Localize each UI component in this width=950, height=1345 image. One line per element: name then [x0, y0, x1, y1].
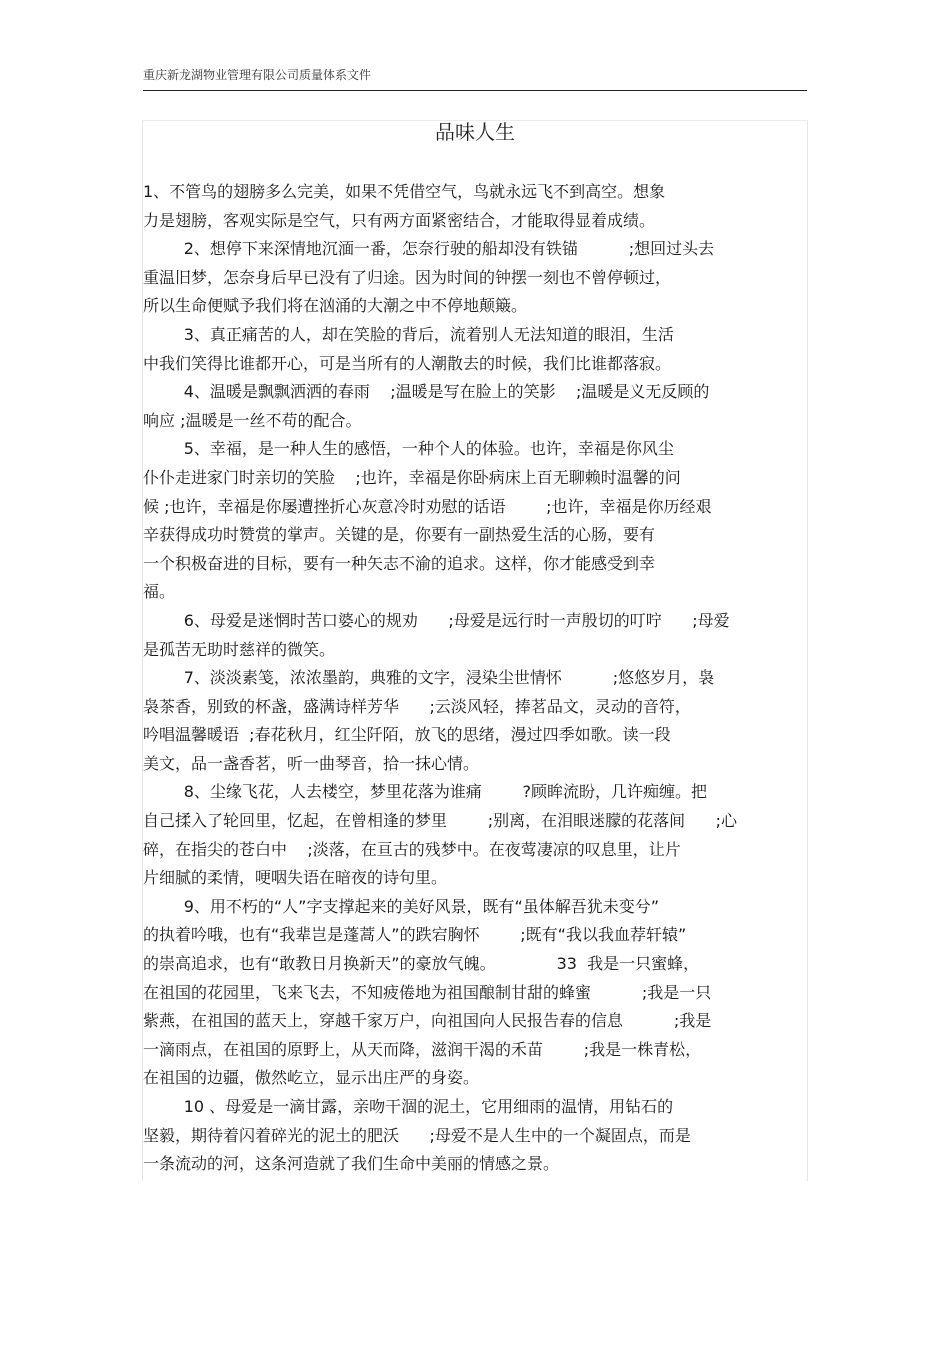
text-line: 重温旧梦，怎奈身后早已没有了归途。因为时间的钟摆一刻也不曾停顿过， — [143, 267, 672, 287]
text-line: 吟唱温馨暖语 ;春花秋月，红尘阡陌，放飞的思绪，漫过四季如歌。读一段 — [143, 725, 671, 745]
text-line: 所以生命便赋予我们将在汹涌的大潮之中不停地颠簸。 — [143, 296, 528, 316]
document-body — [143, 178, 807, 1179]
text-line: 袅茶香，别致的杯盏，盛满诗样芳华 ;云淡风轻，捧茗品文，灵动的音符， — [143, 696, 691, 716]
text-line: 紫燕，在祖国的蓝天上，穿越千家万户，向祖国向人民报告春的信息 ;我是 — [143, 1011, 712, 1031]
text-line: 中我们笑得比谁都开心，可是当所有的人潮散去的时候，我们比谁都落寂。 — [143, 353, 672, 373]
text-line: 2、想停下来深情地沉湎一番，怎奈行驶的船却没有铁锚 ;想回过头去 — [143, 239, 715, 259]
text-line: 是孤苦无助时慈祥的微笑。 — [143, 639, 336, 659]
text-line: 辛获得成功时赞赏的掌声。关键的是，你要有一副热爱生活的心肠，要有 — [143, 525, 656, 545]
page-title: 品味人生 — [435, 120, 515, 144]
text-line: 仆仆走进家门时亲切的笑脸 ;也许，幸福是你卧病床上百无聊赖时温馨的问 — [143, 467, 681, 487]
text-line: 福。 — [143, 582, 176, 602]
text-line: 美文，品一盏香茗，听一曲琴音，拾一抹心情。 — [143, 753, 480, 773]
text-line: 候 ;也许，幸福是你屡遭挫折心灰意冷时劝慰的话语 ;也许，幸福是你历经艰 — [143, 496, 712, 516]
text-line: 一条流动的河，这条河造就了我们生命中美丽的情感之景。 — [143, 1154, 560, 1174]
document-header: 重庆新龙湖物业管理有限公司质量体系文件 — [143, 68, 372, 82]
text-line: 自己揉入了轮回里，忆起，在曾相逢的梦里 ;别离，在泪眼迷朦的花落间 ;心 — [143, 811, 737, 831]
text-line: 响应 ;温暖是一丝不苟的配合。 — [143, 410, 362, 430]
text-line: 5、幸福，是一种人生的感悟，一种个人的体验。也许，幸福是你风尘 — [143, 439, 674, 459]
text-line: 片细腻的柔情，哽咽失语在暗夜的诗句里。 — [143, 868, 448, 888]
text-line: 在祖国的花园里，飞来飞去，不知疲倦地为祖国酿制甘甜的蜂蜜 ;我是一只 — [143, 982, 712, 1002]
text-line: 一个积极奋进的目标，要有一种矢志不渝的追求。这样，你才能感受到幸 — [143, 553, 656, 573]
text-line: 碎，在指尖的苍白中 ;淡落，在亘古的残梦中。在夜莺凄凉的叹息里，让片 — [143, 839, 681, 859]
text-line: 9、用不朽的“人”字支撑起来的美好风景，既有“虽体解吾犹未变兮” — [143, 896, 660, 916]
text-line: 的执着吟哦，也有“我辈岂是蓬蒿人”的跌宕胸怀 ;既有“我以我血荐轩辕” — [143, 925, 687, 945]
text-line: 10 、母爱是一滴甘露，亲吻干涸的泥土，它用细雨的温情，用钻石的 — [143, 1097, 674, 1116]
text-line: 力是翅膀，客观实际是空气，只有两方面紧密结合，才能取得显着成绩。 — [143, 210, 656, 230]
text-line: 4、温暖是飘飘洒洒的春雨 ;温暖是写在脸上的笑影 ;温暖是义无反顾的 — [143, 382, 710, 402]
text-line: 的崇高追求，也有“敢教日月换新天”的豪放气魄。 33 我是一只蜜蜂， — [143, 954, 700, 974]
text-line: 6、母爱是迷惘时苦口婆心的规劝 ;母爱是远行时一声殷切的叮咛 ;母爱 — [143, 610, 730, 630]
text-line: 一滴雨点，在祖国的原野上，从天而降，滋润干渴的禾苗 ;我是一株青松， — [143, 1039, 702, 1059]
text-line: 7、淡淡素笺，浓浓墨韵，典雅的文字，浸染尘世情怀 ;悠悠岁月，袅 — [143, 668, 715, 688]
text-line: 在祖国的边疆，傲然屹立，显示出庄严的身姿。 — [143, 1068, 480, 1088]
text-line: 3、真正痛苦的人，却在笑脸的背后，流着别人无法知道的眼泪，生活 — [143, 324, 674, 344]
header-rule — [143, 90, 807, 91]
text-line: 坚毅，期待着闪着碎光的泥土的肥沃 ;母爱不是人生中的一个凝固点，而是 — [143, 1125, 691, 1145]
text-line: 8、尘缘飞花，人去楼空，梦里花落为谁痛 ?顾眸流盼，几许痴缠。把 — [143, 782, 708, 802]
text-line: 1、不管鸟的翅膀多么完美，如果不凭借空气，鸟就永远飞不到高空。想象 — [143, 182, 666, 201]
